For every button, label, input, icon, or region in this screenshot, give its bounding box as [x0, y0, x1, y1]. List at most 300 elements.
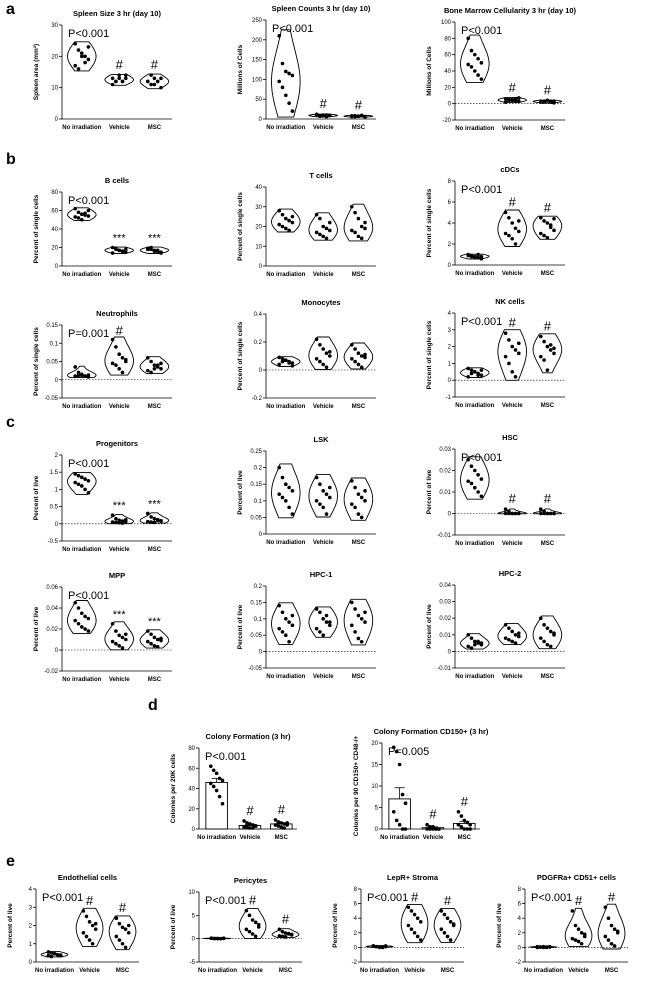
data-point: [213, 937, 217, 941]
data-point: [216, 937, 220, 941]
data-point: [510, 512, 514, 516]
data-point: [328, 620, 332, 624]
y-axis-label: Percent of live: [237, 604, 244, 650]
data-point: [111, 513, 115, 517]
data-point: [281, 630, 285, 634]
category-label: Vehicle: [108, 404, 130, 410]
data-point: [146, 80, 150, 84]
panel-label-d: d: [148, 697, 158, 714]
p-value-annotation: P<0.001: [68, 195, 110, 207]
data-point: [77, 606, 81, 610]
significance-marker: ***: [147, 498, 161, 511]
data-point: [419, 938, 423, 942]
data-point: [353, 630, 357, 634]
y-axis-label: Spleen area (mm²): [33, 43, 40, 101]
data-point: [281, 935, 285, 939]
y-tick-label: 0: [353, 945, 357, 952]
data-point: [80, 212, 84, 216]
data-point: [124, 76, 128, 80]
data-point: [350, 205, 354, 209]
data-point: [114, 629, 118, 633]
y-tick-label: 6: [517, 901, 521, 908]
data-point: [514, 641, 518, 645]
data-point: [251, 932, 255, 936]
data-point: [328, 229, 332, 233]
data-point: [315, 357, 319, 361]
y-axis-label: Percent of single cells: [237, 321, 244, 391]
y-tick-label: 0.2: [253, 340, 262, 346]
significance-marker: #: [543, 491, 552, 507]
data-point: [473, 370, 477, 374]
significance-marker: #: [246, 802, 254, 818]
data-point: [363, 227, 367, 231]
data-point: [504, 100, 508, 104]
violin-outline: [461, 35, 490, 82]
significance-marker: ***: [147, 232, 161, 245]
y-tick-label: 10: [371, 784, 378, 790]
data-point: [473, 640, 477, 644]
data-point: [315, 607, 319, 611]
chart-title: LSK: [313, 435, 329, 444]
y-tick-label: 0: [191, 827, 195, 833]
significance-marker: #: [443, 892, 452, 908]
y-axis-label: Percent of live: [170, 904, 177, 950]
data-point: [517, 96, 521, 100]
data-point: [111, 520, 115, 524]
category-label: MSC: [604, 968, 619, 974]
data-point: [47, 954, 51, 958]
data-point: [546, 512, 550, 516]
data-point: [571, 937, 575, 941]
y-tick-label: 5: [191, 913, 195, 920]
data-point: [114, 521, 118, 525]
data-point: [254, 921, 258, 925]
data-point: [325, 237, 329, 241]
y-tick-label: 0.03: [439, 447, 451, 453]
significance-marker: ***: [112, 500, 126, 513]
significance-marker: #: [508, 194, 516, 210]
violin-outline: [272, 603, 301, 645]
data-point: [91, 924, 95, 928]
data-point: [121, 521, 125, 525]
data-point: [507, 338, 511, 342]
data-point: [542, 234, 546, 238]
category-label: No irradiation: [455, 271, 495, 277]
significance-marker: #: [277, 801, 285, 817]
data-point: [121, 636, 125, 640]
data-point: [221, 779, 225, 783]
significance-marker: #: [118, 900, 127, 916]
y-tick-label: -1: [445, 395, 451, 401]
data-point: [542, 99, 546, 103]
data-point: [284, 935, 288, 939]
data-point: [473, 256, 477, 260]
y-tick-label: 0: [258, 264, 262, 270]
data-point: [328, 114, 332, 118]
data-point: [350, 343, 354, 347]
data-point: [127, 924, 131, 928]
data-point: [80, 372, 84, 376]
y-tick-label: 2: [447, 344, 451, 351]
category-label: Vehicle: [108, 272, 130, 278]
chart-10: [237, 435, 376, 546]
data-point: [318, 114, 322, 118]
data-point: [504, 355, 508, 359]
data-point: [480, 495, 484, 499]
category-label: Vehicle: [501, 674, 523, 680]
data-point: [156, 80, 160, 84]
data-point: [613, 927, 617, 931]
data-point: [514, 226, 518, 230]
p-value-annotation: P<0.001: [461, 452, 503, 464]
data-point: [248, 930, 252, 934]
significance-marker: #: [543, 199, 552, 215]
data-point: [77, 474, 81, 478]
y-tick-label: 150: [251, 57, 262, 64]
y-axis-label: Percent of single cells: [33, 327, 40, 396]
category-label: Vehicle: [312, 272, 334, 278]
chart-20: [496, 873, 628, 974]
significance-marker: #: [85, 892, 94, 908]
y-axis-label: Millions of Cells: [426, 46, 433, 96]
data-point: [476, 256, 480, 260]
data-point: [87, 209, 91, 213]
chart-13: [237, 570, 376, 680]
y-tick-label: 2: [54, 453, 58, 459]
data-point: [277, 466, 281, 470]
data-point: [510, 640, 514, 644]
category-label: MSC: [115, 968, 130, 974]
data-point: [552, 99, 556, 103]
data-point: [437, 827, 441, 831]
p-value-annotation: P<0.001: [68, 28, 110, 40]
data-point: [291, 512, 295, 516]
data-point: [580, 942, 584, 946]
data-point: [77, 211, 81, 215]
data-point: [357, 351, 361, 355]
y-tick-label: 1.5: [49, 470, 58, 477]
data-point: [87, 214, 91, 218]
data-point: [291, 215, 295, 219]
y-tick-label: 0: [54, 264, 58, 270]
data-point: [353, 211, 357, 215]
data-point: [121, 356, 125, 360]
y-tick-label: 0.04: [439, 583, 451, 589]
data-point: [476, 640, 480, 644]
data-point: [248, 914, 252, 918]
data-point: [378, 946, 382, 950]
chart-4: [237, 171, 376, 278]
category-label: No irradiation: [62, 125, 102, 131]
data-point: [117, 73, 121, 77]
y-axis-label: Percent of live: [33, 475, 40, 521]
data-point: [473, 69, 477, 73]
data-point: [413, 913, 417, 917]
data-point: [546, 368, 550, 372]
data-point: [156, 638, 160, 642]
category-label: No irradiation: [62, 547, 102, 553]
data-point: [146, 640, 150, 644]
data-point: [457, 810, 461, 814]
y-tick-label: -0.5: [47, 539, 58, 545]
y-tick-label: 60: [188, 766, 195, 773]
y-tick-label: 0: [258, 649, 262, 656]
data-point: [94, 922, 98, 926]
data-point: [111, 251, 115, 255]
data-point: [353, 231, 357, 235]
data-point: [124, 638, 128, 642]
data-point: [616, 930, 620, 934]
data-point: [470, 372, 474, 376]
significance-marker: #: [248, 892, 257, 908]
data-point: [83, 374, 87, 378]
data-point: [607, 938, 611, 942]
data-point: [73, 215, 77, 219]
data-point: [321, 114, 325, 118]
data-point: [470, 646, 474, 650]
data-point: [159, 76, 163, 80]
data-point: [121, 646, 125, 650]
data-point: [577, 927, 581, 931]
data-point: [350, 479, 354, 483]
data-point: [118, 938, 122, 942]
data-point: [77, 374, 81, 378]
data-point: [124, 946, 128, 950]
data-point: [476, 253, 480, 257]
data-point: [111, 622, 115, 626]
data-point: [517, 631, 521, 635]
violin-outline: [533, 334, 562, 373]
y-tick-label: 0.02: [439, 468, 451, 475]
data-point: [73, 472, 77, 476]
y-tick-label: 80: [188, 746, 195, 752]
y-tick-label: 20: [188, 806, 195, 813]
data-point: [360, 365, 364, 369]
data-point: [517, 512, 521, 516]
data-point: [88, 938, 92, 942]
data-point: [395, 819, 399, 823]
data-point: [539, 512, 543, 516]
category-label: No irradiation: [62, 404, 102, 410]
data-point: [328, 624, 332, 628]
data-point: [284, 931, 288, 935]
category-label: No irradiation: [62, 677, 102, 683]
category-label: No irradiation: [524, 968, 564, 974]
data-point: [146, 248, 150, 252]
category-label: MSC: [147, 125, 162, 131]
data-point: [83, 615, 87, 619]
y-axis-label: Percent of single cells: [33, 194, 40, 264]
data-point: [325, 113, 329, 117]
y-tick-label: 8: [447, 179, 451, 185]
data-point: [318, 610, 322, 614]
data-point: [552, 346, 556, 350]
data-point: [517, 635, 521, 639]
y-tick-label: 15: [371, 762, 378, 769]
y-tick-label: 2: [353, 930, 357, 937]
data-point: [315, 627, 319, 631]
data-point: [114, 80, 118, 84]
data-point: [318, 360, 322, 364]
data-point: [363, 115, 367, 119]
data-point: [85, 935, 89, 939]
y-tick-label: 0.02: [46, 627, 58, 633]
data-point: [114, 345, 118, 349]
data-point: [284, 227, 288, 231]
data-point: [156, 645, 160, 649]
p-value-annotation: P=0.005: [388, 746, 430, 758]
chart-9: [33, 439, 172, 553]
category-label: Vehicle: [108, 677, 130, 683]
data-point: [517, 99, 521, 103]
data-point: [53, 952, 57, 956]
data-point: [156, 363, 160, 367]
y-tick-label: 4: [447, 311, 451, 317]
data-point: [517, 219, 521, 223]
violin-outline: [272, 464, 301, 518]
data-point: [363, 221, 367, 225]
data-point: [360, 354, 364, 358]
data-point: [507, 512, 511, 516]
category-label: No irradiation: [455, 541, 495, 547]
data-point: [321, 489, 325, 493]
y-tick-label: -0.05: [44, 396, 58, 402]
data-point: [153, 367, 157, 371]
data-point: [325, 492, 329, 496]
data-point: [321, 347, 325, 351]
data-point: [476, 473, 480, 477]
category-label: Vehicle: [312, 674, 334, 680]
data-point: [539, 616, 543, 620]
data-point: [360, 225, 364, 229]
data-point: [353, 114, 357, 118]
p-value-annotation: P<0.001: [461, 316, 503, 328]
y-tick-label: 0.2: [253, 465, 262, 472]
y-tick-label: 20: [444, 85, 451, 92]
chart-title: LepR+ Stroma: [386, 873, 439, 882]
p-value-annotation: P<0.001: [205, 751, 247, 763]
category-label: MSC: [351, 674, 366, 680]
chart-title: Bone Marrow Cellularity 3 hr (day 10): [443, 6, 577, 15]
y-tick-label: 0.15: [46, 323, 58, 329]
category-label: No irradiation: [455, 674, 495, 680]
p-value-annotation: P<0.001: [531, 892, 573, 904]
data-point: [353, 506, 357, 510]
data-point: [77, 48, 81, 52]
data-point: [287, 932, 291, 936]
data-point: [476, 73, 480, 77]
chart-7: [237, 298, 376, 410]
data-point: [425, 823, 429, 827]
chart-title: HPC-2: [498, 569, 522, 578]
category-label: Vehicle: [79, 968, 100, 974]
data-point: [82, 931, 86, 935]
y-tick-label: 0: [517, 945, 521, 952]
chart-3: [33, 176, 172, 278]
data-point: [124, 518, 128, 522]
significance-marker: #: [607, 889, 616, 905]
data-point: [466, 367, 470, 371]
data-point: [574, 938, 578, 942]
data-point: [549, 348, 553, 352]
data-point: [124, 927, 128, 931]
y-tick-label: -0.01: [437, 666, 451, 672]
data-point: [218, 795, 222, 799]
data-point: [117, 248, 121, 252]
data-point: [159, 86, 163, 90]
data-point: [360, 237, 364, 241]
y-tick-label: 40: [51, 227, 58, 233]
data-point: [87, 629, 91, 633]
data-point: [83, 477, 87, 481]
data-point: [470, 255, 474, 259]
y-tick-label: 2: [447, 242, 451, 248]
significance-marker: #: [281, 911, 290, 927]
data-point: [149, 371, 153, 375]
data-point: [121, 371, 125, 375]
data-point: [416, 935, 420, 939]
data-point: [291, 74, 295, 78]
data-point: [221, 802, 225, 806]
data-point: [460, 825, 464, 829]
data-point: [480, 255, 484, 259]
data-point: [542, 219, 546, 223]
data-point: [111, 76, 115, 80]
data-point: [118, 922, 122, 926]
data-point: [372, 944, 376, 948]
data-point: [245, 928, 249, 932]
data-point: [219, 937, 223, 941]
data-point: [281, 930, 285, 934]
data-point: [121, 942, 125, 946]
data-point: [82, 909, 86, 913]
data-point: [363, 489, 367, 493]
y-tick-label: 6: [353, 901, 357, 908]
y-tick-label: 0: [54, 117, 58, 123]
chart-18: [170, 876, 302, 974]
data-point: [325, 365, 329, 369]
chart-15: [170, 732, 297, 841]
significance-marker: #: [460, 793, 468, 809]
data-point: [77, 67, 81, 71]
data-point: [363, 610, 367, 614]
data-point: [480, 61, 484, 65]
data-point: [114, 363, 118, 367]
data-point: [251, 826, 255, 830]
data-point: [153, 76, 157, 80]
data-point: [210, 936, 214, 940]
y-tick-label: 40: [255, 185, 262, 191]
panel-label-e: e: [6, 853, 15, 870]
category-label: No irradiation: [62, 272, 102, 278]
data-point: [514, 242, 518, 246]
y-tick-label: 0: [447, 101, 451, 108]
y-tick-label: 0: [258, 532, 262, 538]
violin-outline: [401, 905, 428, 943]
data-point: [552, 352, 556, 356]
y-tick-label: 100: [440, 20, 451, 26]
data-point: [407, 905, 411, 909]
data-point: [613, 944, 617, 948]
data-point: [507, 216, 511, 220]
data-point: [360, 114, 364, 118]
data-point: [282, 826, 286, 830]
data-point: [549, 630, 553, 634]
data-point: [539, 335, 543, 339]
data-point: [507, 362, 511, 366]
chart-16: [353, 727, 489, 841]
y-tick-label: 0.4: [253, 312, 262, 318]
